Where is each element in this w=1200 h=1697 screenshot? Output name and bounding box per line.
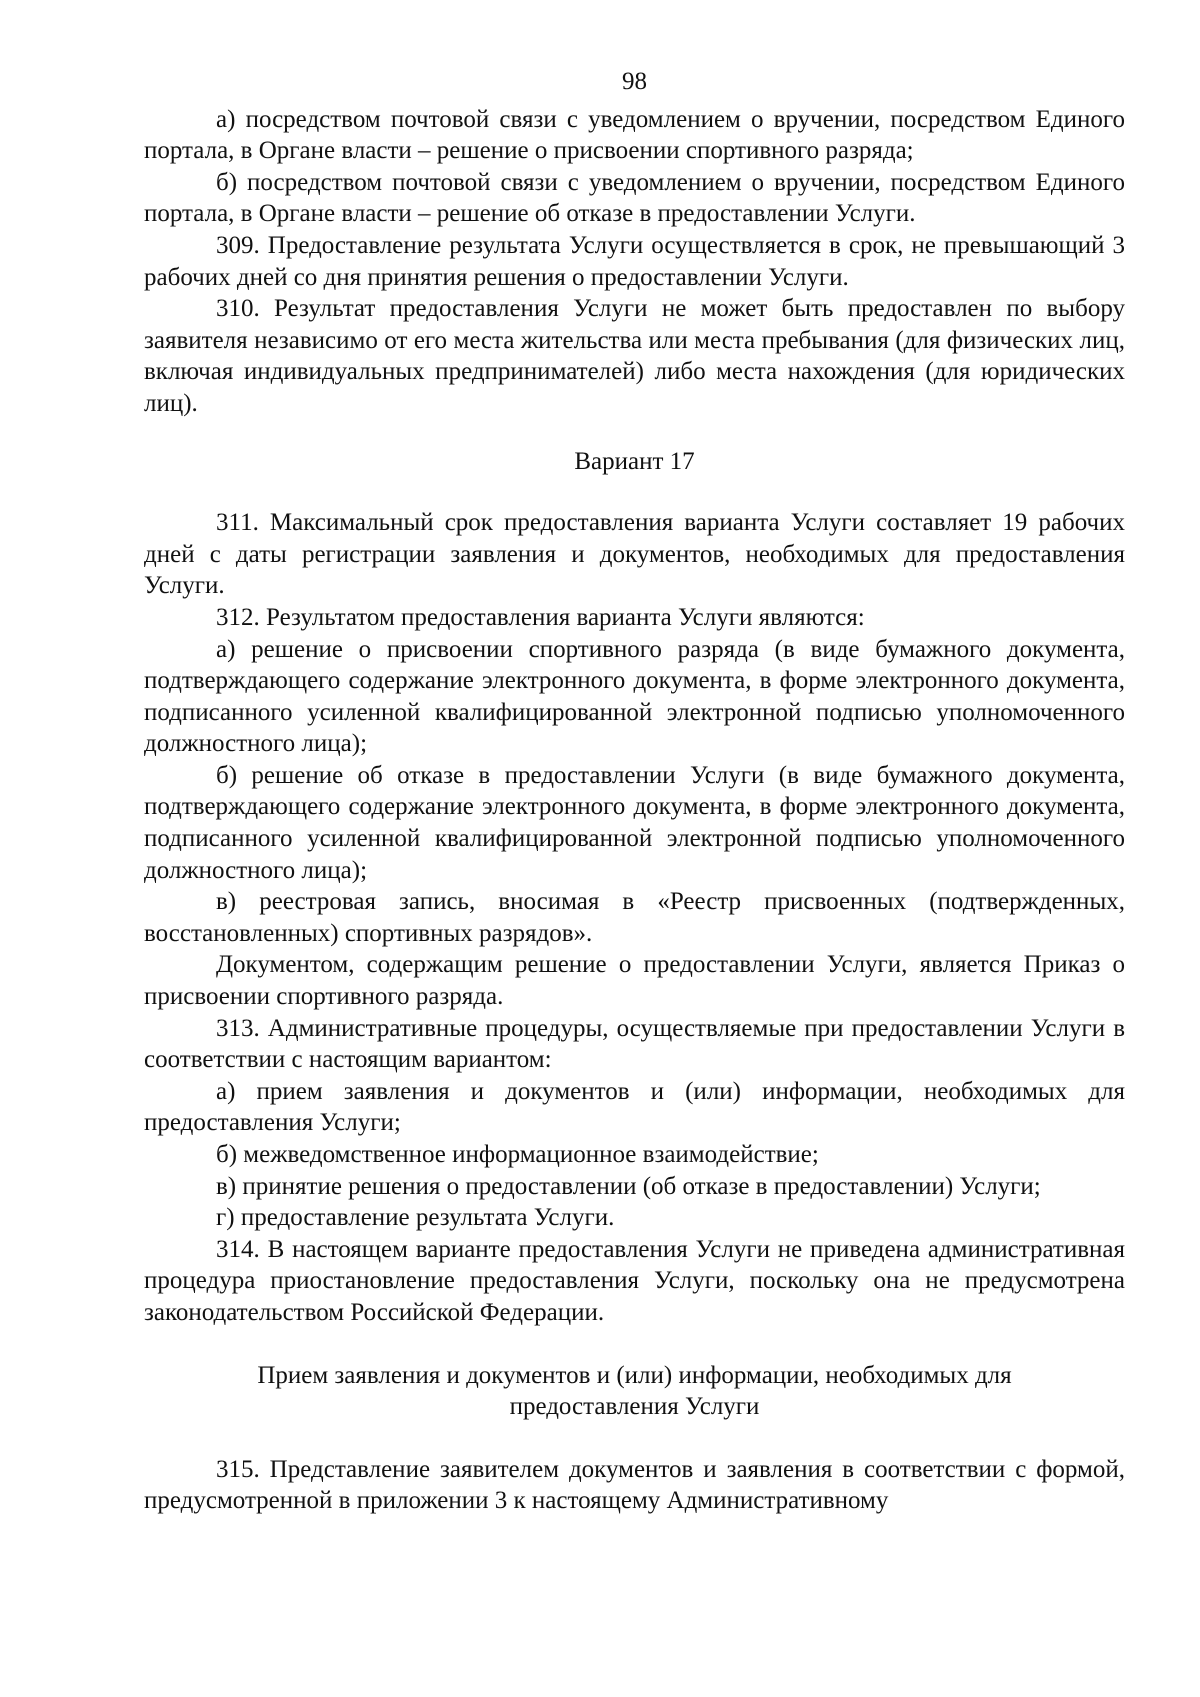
paragraph-312-a: а) решение о присвоении спортивного разряда (в виде бумажного документа, подтверждающего содержание электронного документа, в форме электронного документа, подписанного усиленной квалифицированной электронной подписью уполномоченного должностного лица); bbox=[144, 635, 1125, 758]
paragraph-313: 313. Административные процедуры, осуществляемые при предоставлении Услуги в соответствии с настоящим вариантом: bbox=[144, 1014, 1125, 1074]
paragraph-311: 311. Максимальный срок предоставления варианта Услуги составляет 19 рабочих дней с даты регистрации заявления и документов, необходимых для предоставления Услуги. bbox=[144, 509, 1125, 600]
paragraph-b-delivery-refusal: б) посредством почтовой связи с уведомлением о вручении, посредством Единого портала, в Органе власти – решение об отказе в предоставлении Услуги. bbox=[144, 168, 1125, 228]
section-heading-line-1: Прием заявления и документов и (или) информации, необходимых для bbox=[257, 1361, 1012, 1389]
paragraph-312: 312. Результатом предоставления варианта Услуги являются: bbox=[216, 603, 865, 631]
paragraph-313-g: г) предоставление результата Услуги. bbox=[216, 1204, 615, 1232]
paragraph-313-b: б) межведомственное информационное взаимодействие; bbox=[216, 1141, 819, 1168]
paragraph-309: 309. Предоставление результата Услуги осуществляется в срок, не превышающий 3 рабочих дней со дня принятия решения о предоставлении Услуги. bbox=[144, 231, 1125, 291]
paragraph-a-delivery-approval: а) посредством почтовой связи с уведомлением о вручении, посредством Единого портала, в Органе власти – решение о присвоении спортивного разряда; bbox=[144, 105, 1125, 165]
paragraph-310: 310. Результат предоставления Услуги не может быть предоставлен по выбору заявителя независимо от его места жительства или места пребывания (для физических лиц, включая индивидуальных предпринимателей) либо места нахождения (для юридических лиц). bbox=[144, 295, 1125, 417]
page-number: 98 bbox=[622, 68, 647, 95]
section-heading-line-2: предоставления Услуги bbox=[509, 1393, 760, 1421]
paragraph-312-v: в) реестровая запись, вносимая в «Реестр присвоенных (подтвержденных, восстановленных) спортивных разрядов». bbox=[144, 888, 1125, 947]
paragraph-order-document: Документом, содержащим решение о предоставлении Услуги, является Приказ о присвоении спортивного разряда. bbox=[144, 951, 1125, 1011]
variant-heading: Вариант 17 bbox=[574, 447, 695, 475]
paragraph-312-b: б) решение об отказе в предоставлении Услуги (в виде бумажного документа, подтверждающего содержание электронного документа, в форме электронного документа, подписанного усиленной квалифицированной электронной подписью уполномоченного должностного лица); bbox=[144, 761, 1125, 884]
paragraph-314: 314. В настоящем варианте предоставления Услуги не приведена административная процедура приостановление предоставления Услуги, поскольку она не предусмотрена законодательством Российской Федерации. bbox=[144, 1235, 1125, 1326]
paragraph-313-v: в) принятие решения о предоставлении (об отказе в предоставлении) Услуги; bbox=[216, 1172, 1041, 1200]
section-heading bbox=[144, 1360, 1125, 1423]
paragraph-313-a: а) прием заявления и документов и (или) информации, необходимых для предоставления Услуги; bbox=[144, 1077, 1125, 1137]
paragraph-315: 315. Представление заявителем документов и заявления в соответствии с формой, предусмотренной в приложении 3 к настоящему Административному bbox=[144, 1455, 1125, 1515]
